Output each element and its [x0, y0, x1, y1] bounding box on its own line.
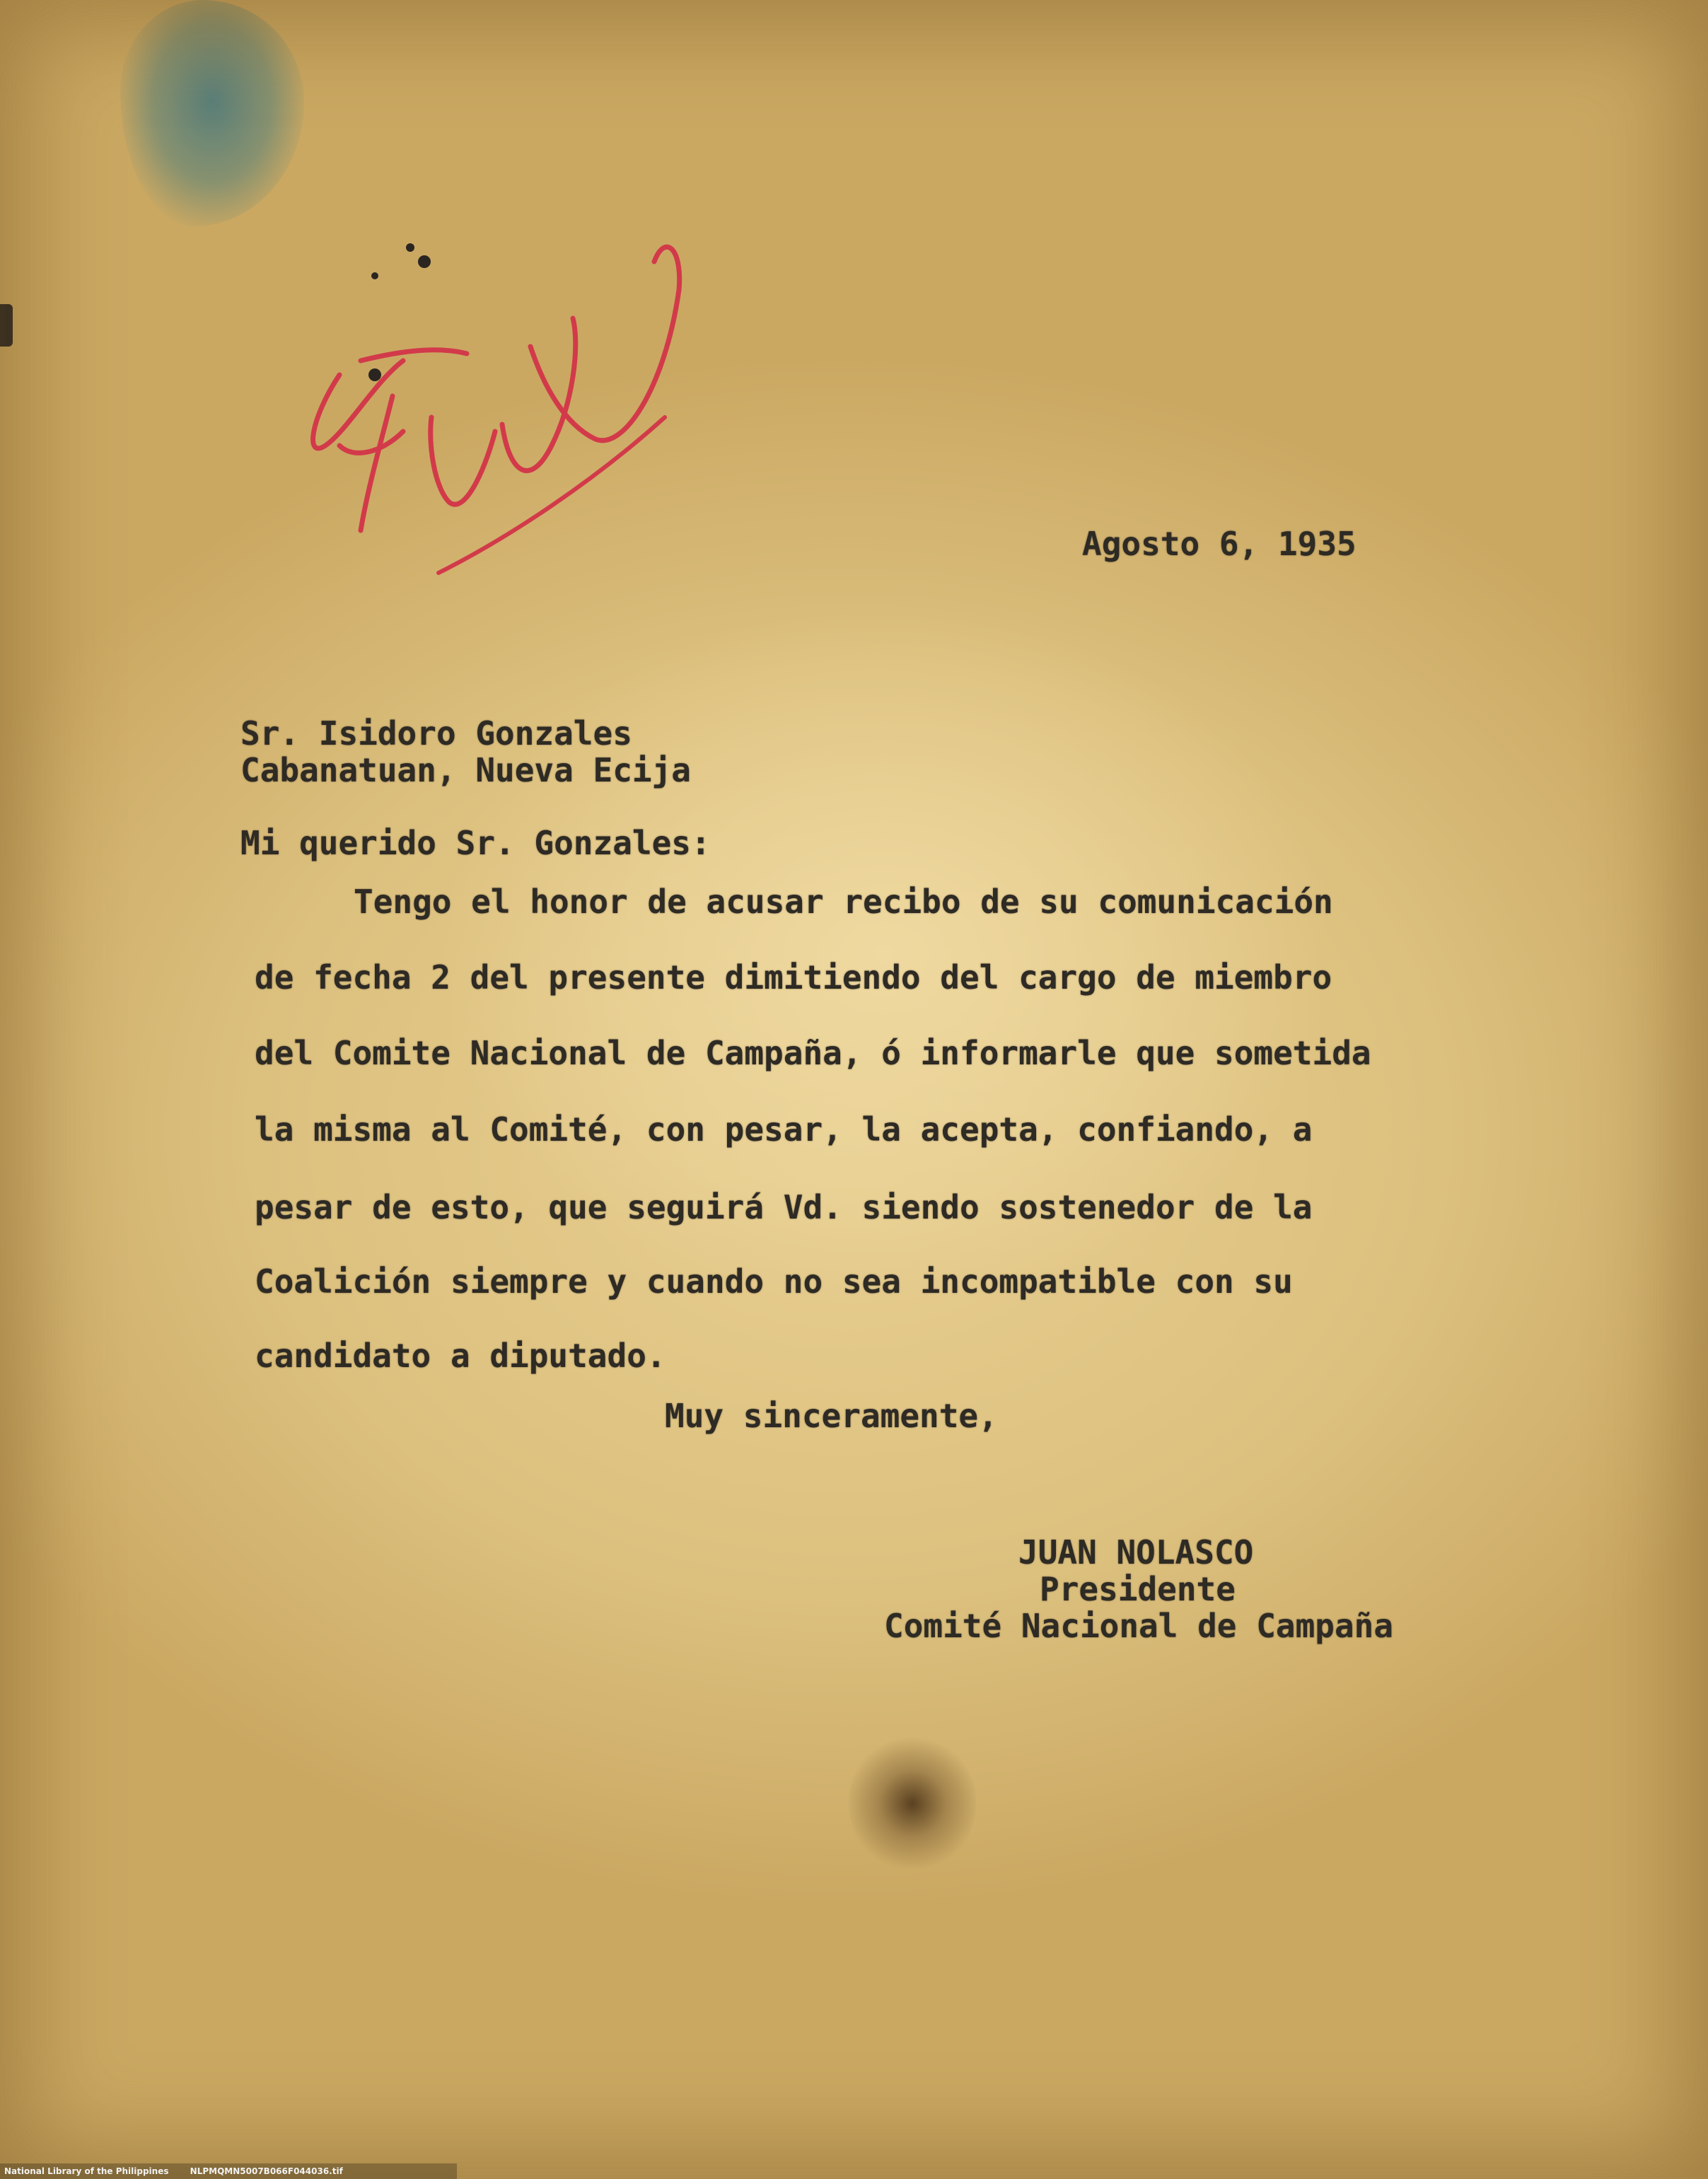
body-line: la misma al Comité, con pesar, la acepta, confiando, a: [255, 1110, 1313, 1149]
body-line: candidato a diputado.: [255, 1337, 666, 1375]
signatory-title: Presidente: [1040, 1570, 1236, 1608]
handwritten-file-mark: [297, 205, 707, 601]
body-line: del Comite Nacional de Campaña, ó informarle que sometida: [255, 1034, 1371, 1072]
letter-date: Agosto 6, 1935: [1082, 525, 1356, 563]
body-line: pesar de esto, que seguirá Vd. siendo sostenedor de la: [255, 1188, 1313, 1226]
ink-stain: [849, 1733, 976, 1874]
body-line: de fecha 2 del presente dimitiendo del cargo de miembro: [255, 958, 1332, 996]
signatory-organization: Comité Nacional de Campaña: [884, 1607, 1394, 1645]
archive-name: National Library of the Philippines: [4, 2166, 169, 2176]
body-line: Coalición siempre y cuando no sea incompatible con su: [255, 1262, 1293, 1301]
recipient-location: Cabanatuan, Nueva Ecija: [240, 751, 691, 789]
page-edge-tear: [0, 304, 13, 347]
water-stain: [120, 0, 304, 226]
salutation: Mi querido Sr. Gonzales:: [240, 824, 711, 862]
closing: Muy sinceramente,: [665, 1397, 998, 1435]
signatory-name: JUAN NOLASCO: [1018, 1533, 1254, 1571]
archive-filename: NLPMQMN5007B066F044036.tif: [190, 2166, 343, 2176]
recipient-name: Sr. Isidoro Gonzales: [240, 714, 632, 753]
body-line: Tengo el honor de acusar recibo de su comunicación: [354, 883, 1333, 921]
archive-footer: [0, 2163, 457, 2179]
